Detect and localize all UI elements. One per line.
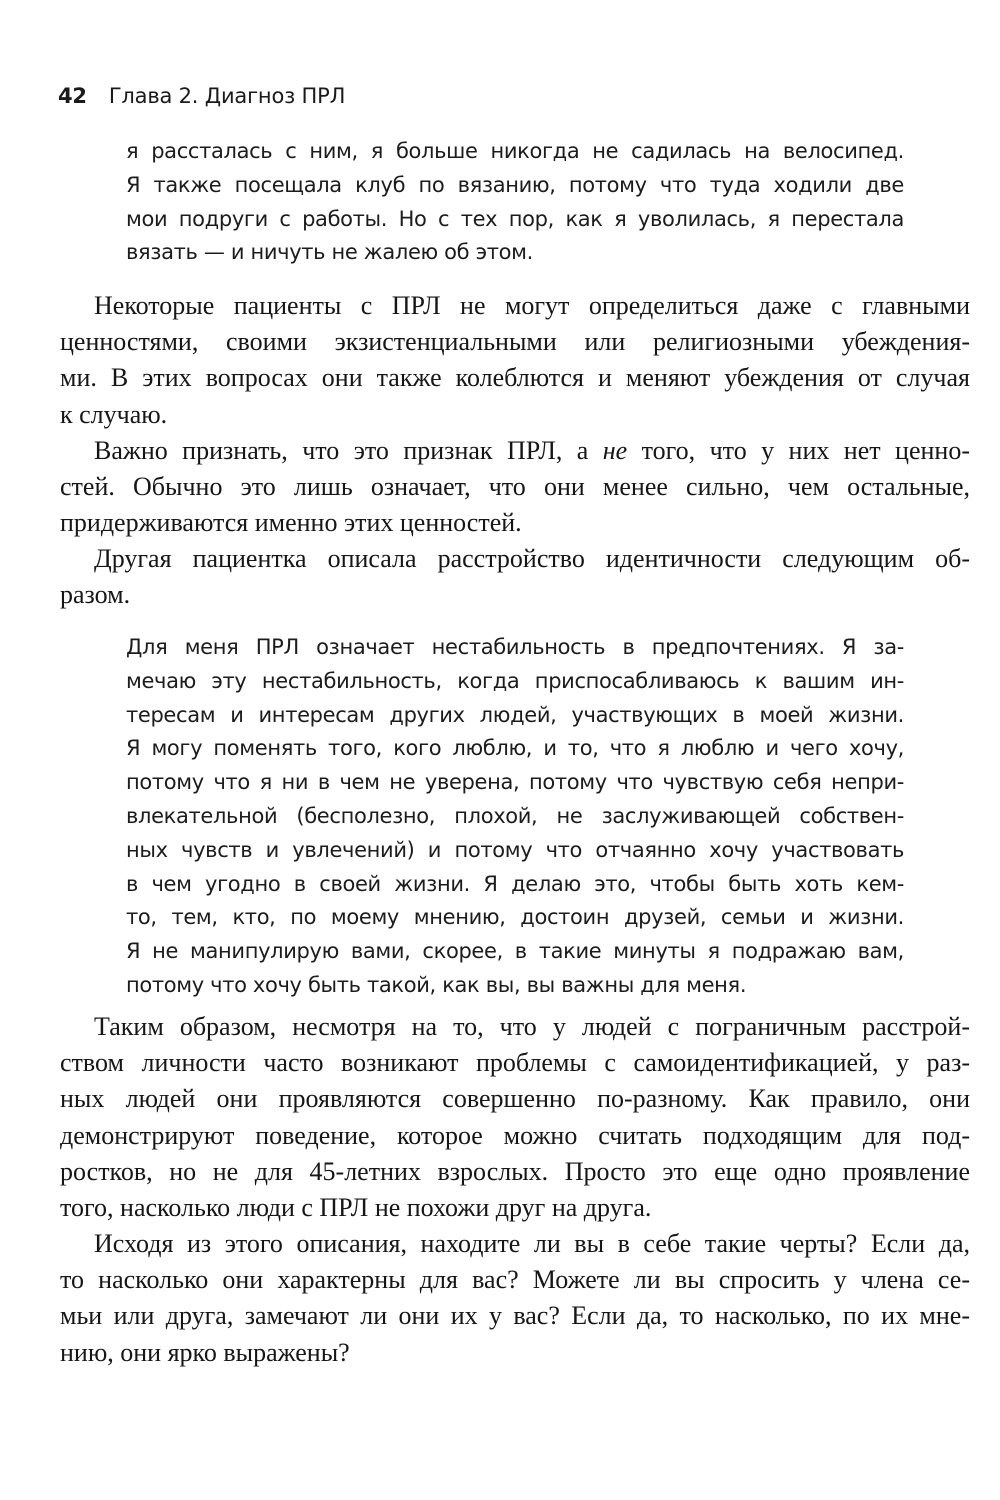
- paragraph-5: [60, 1226, 970, 1371]
- paragraph-line: ством личности часто возникают проблемы с самоидентификацией, у раз-: [60, 1048, 970, 1078]
- paragraph-line: демонстрируют поведение, которое можно считать подходящим для под-: [60, 1120, 970, 1150]
- quote2-line: мечаю эту нестабильность, когда приспосабливаюсь к вашим ин-: [126, 668, 904, 693]
- quote2-line: ных чувств и увлечений) и потому что отчаянно хочу участвовать: [126, 837, 904, 862]
- paragraph-line: придерживаются именно этих ценностей.: [60, 508, 522, 538]
- paragraph-line: стей. Обычно это лишь означает, что они менее сильно, чем остальные,: [60, 472, 970, 502]
- text-run: того, что у них нет ценно-: [627, 436, 970, 465]
- paragraph-line: ных людей они проявляются совершенно по-разному. Как правило, они: [60, 1084, 970, 1114]
- quote2-line: Для меня ПРЛ означает нестабильность в предпочтениях. Я за-: [126, 635, 904, 659]
- paragraph-3: [60, 541, 970, 613]
- paragraph-line: ми. В этих вопросах они также колеблются и меняют убеждения от случая: [60, 363, 970, 393]
- text-run: Важно признать, что это признак ПРЛ, а: [94, 436, 603, 465]
- quote2-line: потому что хочу быть такой, как вы, вы важны для меня.: [126, 972, 747, 997]
- quote1-line: мои подруги с работы. Но с тех пор, как я уволилась, я перестала: [126, 206, 904, 231]
- quote2-line: то, тем, кто, по моему мнению, достоин друзей, семьи и жизни.: [126, 905, 904, 930]
- paragraph-line: того, насколько люди с ПРЛ не похожи друг на друга.: [60, 1193, 652, 1223]
- quote2-line: влекательной (бесполезно, плохой, не заслуживающей собствен-: [126, 803, 904, 828]
- paragraph-line: мьи или друга, замечают ли они их у вас? Если да, то насколько, по их мне-: [60, 1301, 970, 1331]
- page-number: 42: [58, 84, 87, 108]
- quote2-line: в чем угодно в своей жизни. Я делаю это, чтобы быть хоть кем-: [126, 871, 904, 896]
- paragraph-4: [60, 1009, 970, 1226]
- chapter-title: Глава 2. Диагноз ПРЛ: [108, 84, 346, 108]
- paragraph-line: к случаю.: [60, 399, 168, 429]
- quote1-line: Я также посещала клуб по вязанию, потому что туда ходили две: [126, 172, 904, 197]
- quote1-line: вязать — и ничуть не жалею об этом.: [126, 240, 533, 265]
- paragraph-line: ростков, но не для 45-летних взрослых. Просто это еще одно проявление: [60, 1156, 970, 1186]
- paragraph-2: [60, 433, 970, 542]
- paragraph-line: разом.: [60, 580, 131, 610]
- paragraph-line: Другая пациентка описала расстройство идентичности следующим об-: [94, 544, 970, 573]
- running-head: [58, 84, 345, 108]
- quote-block-1: [126, 135, 904, 270]
- paragraph-line: нию, они ярко выражены?: [60, 1337, 350, 1367]
- paragraph-line: Исходя из этого описания, находите ли вы в себе такие черты? Если да,: [94, 1229, 970, 1258]
- paragraph-line: то насколько они характерны для вас? Можете ли вы спросить у члена се-: [60, 1265, 970, 1295]
- paragraph-line: Некоторые пациенты с ПРЛ не могут определиться даже с главными: [94, 291, 970, 320]
- quote2-line: потому что я ни в чем не уверена, потому что чувствую себя непри-: [126, 770, 904, 795]
- paragraph-line-with-emphasis: [60, 433, 970, 469]
- quote2-line: Я могу поменять того, кого люблю, и то, что я люблю и чего хочу,: [126, 736, 904, 761]
- emphasis-text: не: [602, 436, 628, 465]
- quote2-line: Я не манипулирую вами, скорее, в такие минуты я подражаю вам,: [126, 939, 904, 964]
- paragraph-1: [60, 288, 970, 433]
- paragraph-line: ценностями, своими экзистенциальными или религиозными убеждения-: [60, 327, 970, 357]
- quote2-line: тересам и интересам других людей, участвующих в моей жизни.: [126, 702, 904, 727]
- paragraph-line: Таким образом, несмотря на то, что у людей с пограничным расстрой-: [94, 1012, 970, 1041]
- quote-block-2: [126, 631, 904, 1003]
- quote1-line: я рассталась с ним, я больше никогда не садилась на велосипед.: [126, 139, 904, 163]
